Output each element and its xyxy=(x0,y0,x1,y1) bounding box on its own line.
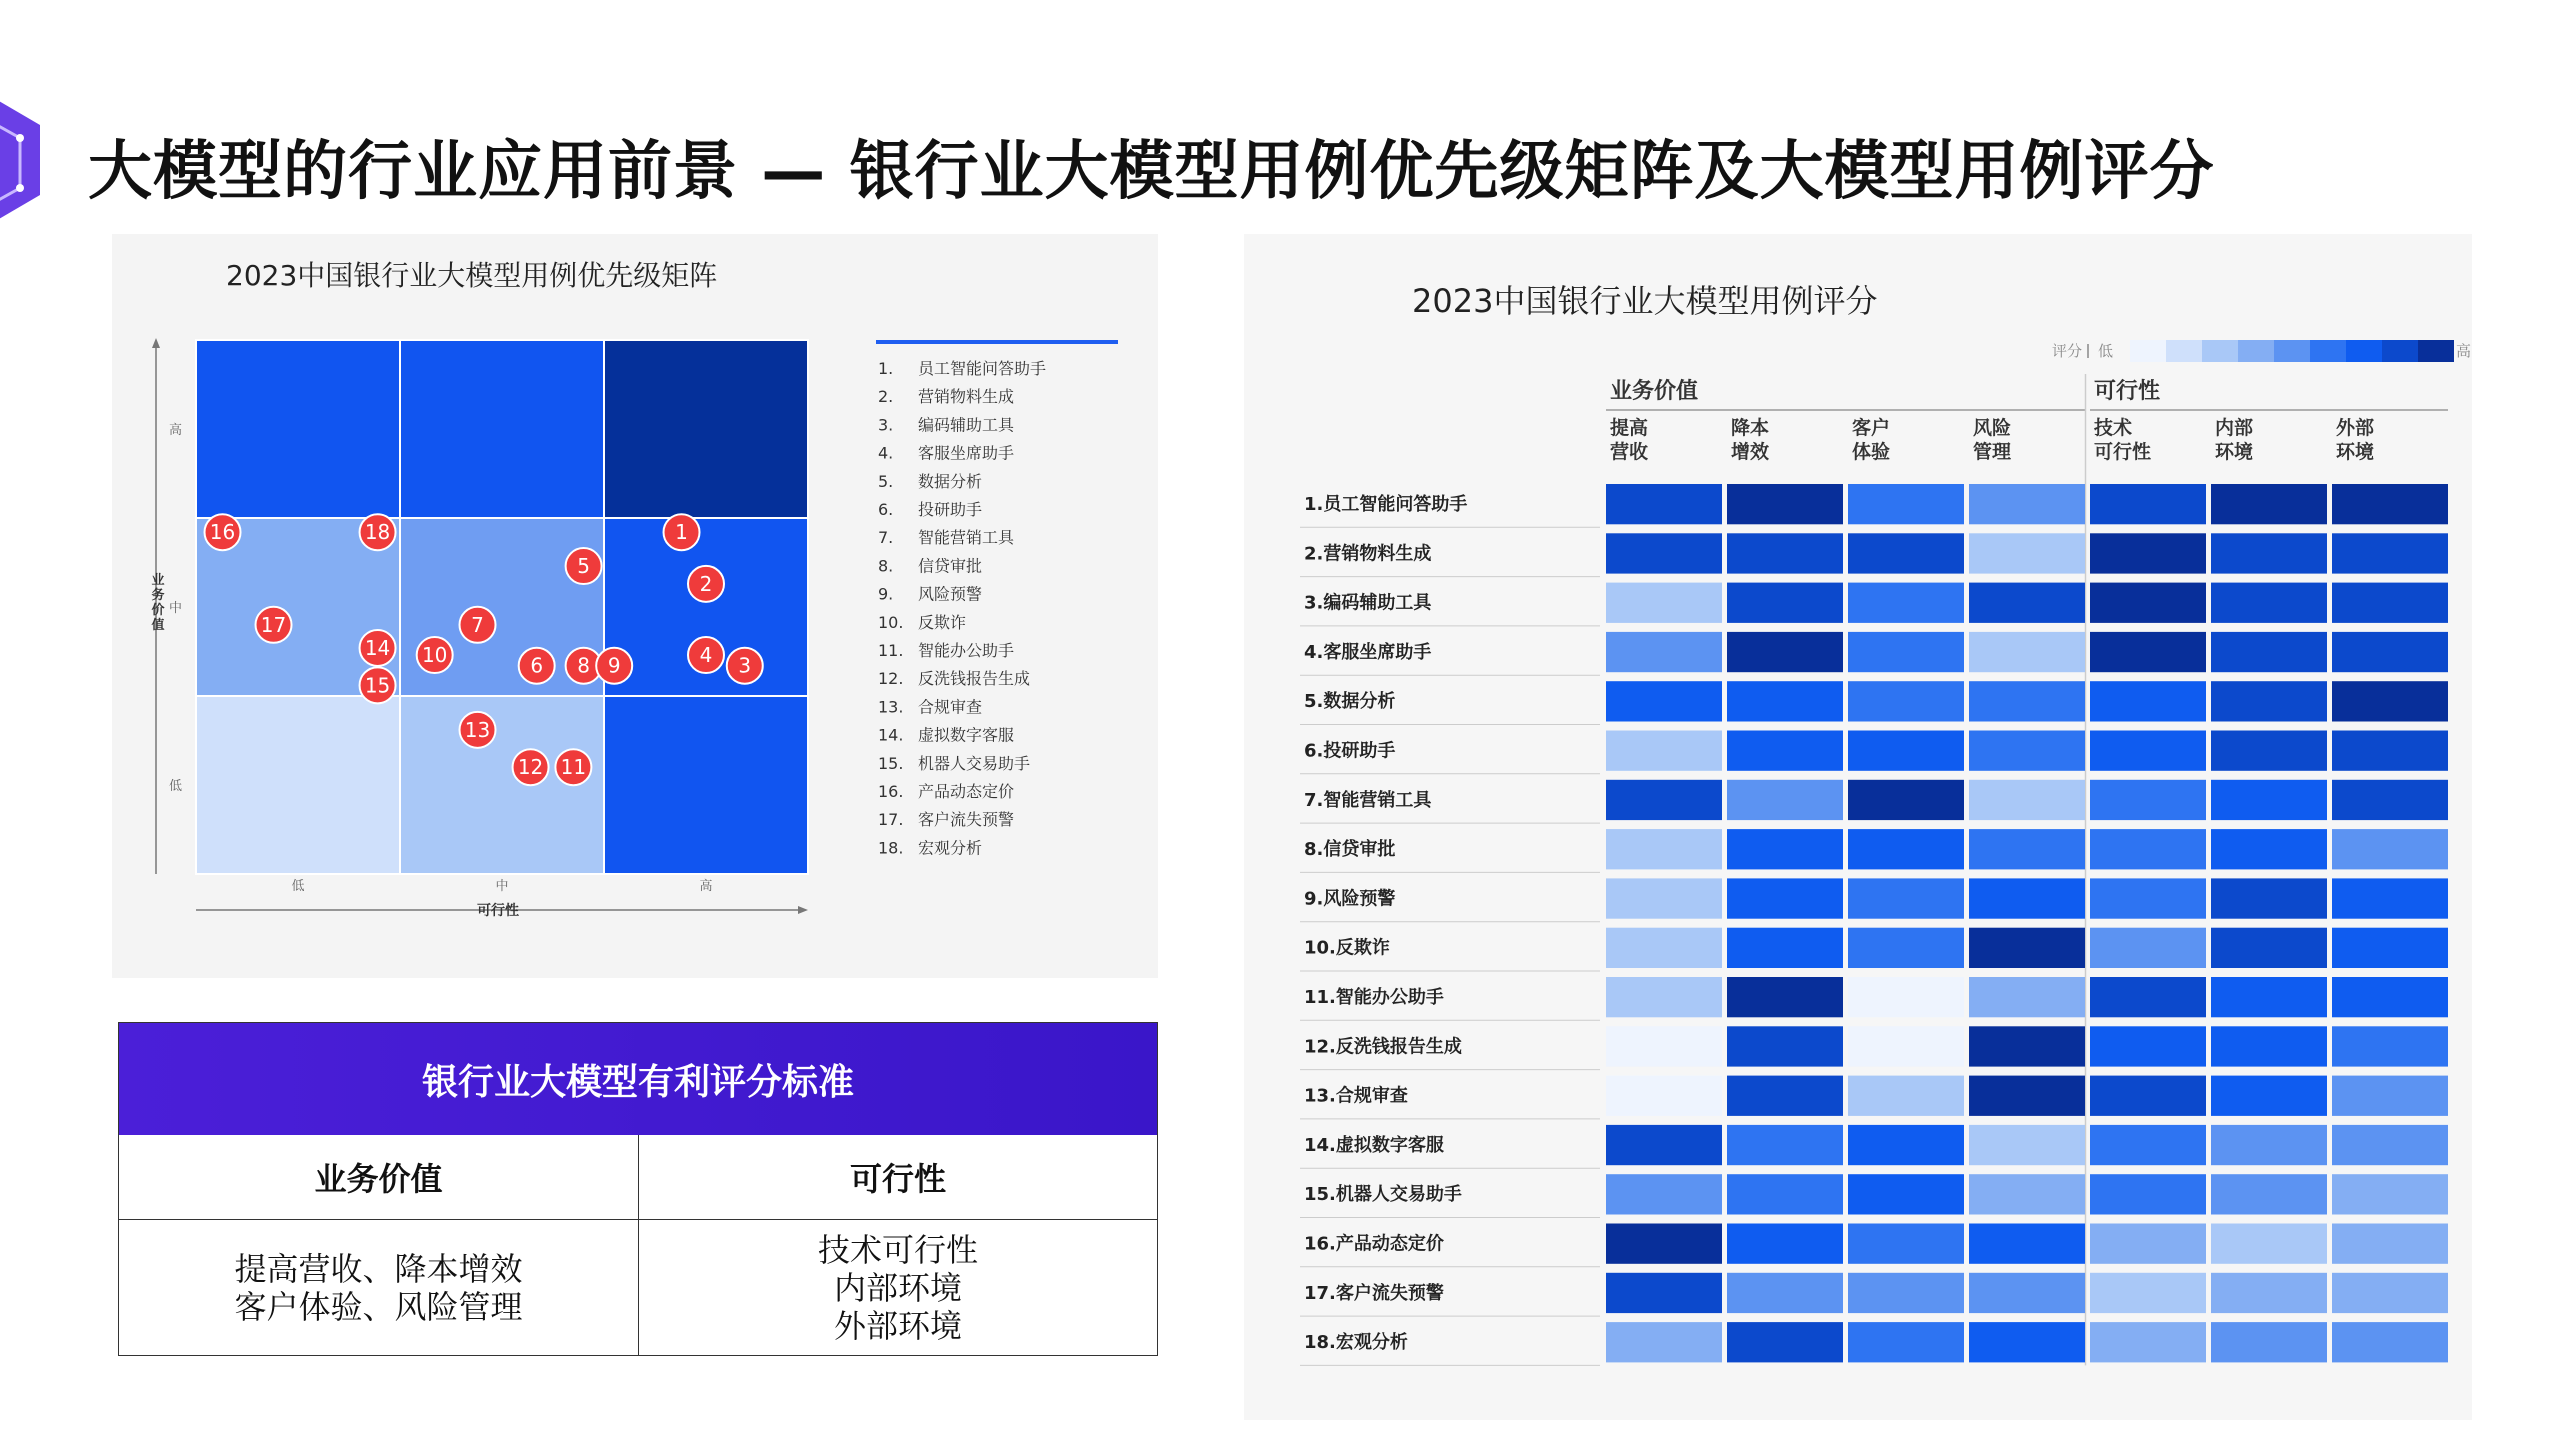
heatmap-cell xyxy=(1969,1076,2085,1116)
heatmap-cell xyxy=(2332,681,2448,721)
row-label: 4.客服坐席助手 xyxy=(1304,641,1432,663)
business-value-column xyxy=(119,1135,639,1355)
heatmap-cell xyxy=(1606,780,1722,820)
legend-entry: 员工智能问答助手 xyxy=(918,359,1047,378)
heatmap-cell xyxy=(2211,731,2327,771)
feasibility-column xyxy=(639,1135,1157,1355)
criteria-line: 内部环境 xyxy=(833,1269,962,1307)
scale-low-label: 低 xyxy=(2098,342,2114,360)
matrix-cell xyxy=(604,340,808,518)
legend-entry: 反欺诈 xyxy=(918,612,967,632)
heatmap-cell xyxy=(2332,1174,2448,1214)
heatmap-cell xyxy=(2211,484,2327,524)
heatmap-cell xyxy=(2211,632,2327,672)
heatmap-cell xyxy=(1848,928,1964,968)
legend-number: 12. xyxy=(878,669,904,689)
column-header: 内部 xyxy=(2215,417,2254,439)
heatmap-cell xyxy=(1848,878,1964,918)
use-case-point-label: 1 xyxy=(675,520,688,545)
heatmap-cell xyxy=(2090,878,2206,918)
scale-swatch xyxy=(2166,340,2202,362)
heatmap-cell xyxy=(1969,681,2085,721)
legend-number: 15. xyxy=(878,753,904,773)
column-group-label: 可行性 xyxy=(2094,379,2161,404)
heatmap-cell xyxy=(1727,632,1843,672)
heatmap-cell xyxy=(2211,1224,2327,1264)
heatmap-cell xyxy=(1606,681,1722,721)
heatmap-cell xyxy=(2332,1273,2448,1313)
row-label: 3.编码辅助工具 xyxy=(1304,592,1432,614)
heatmap-cell xyxy=(2090,1026,2206,1066)
priority-matrix-chart xyxy=(112,234,1158,978)
heatmap-cell xyxy=(2090,731,2206,771)
heatmap-cell xyxy=(1606,632,1722,672)
heatmap-cell xyxy=(1969,780,2085,820)
x-tick-label: 高 xyxy=(699,879,713,894)
heatmap-cell xyxy=(1969,1224,2085,1264)
column-header: 环境 xyxy=(2336,441,2375,463)
heatmap-cell xyxy=(2211,1174,2327,1214)
use-case-point-label: 5 xyxy=(577,554,590,579)
heatmap-cell xyxy=(2332,780,2448,820)
heatmap-cell xyxy=(1969,484,2085,524)
legend-number: 2. xyxy=(878,387,894,407)
legend-entry: 智能办公助手 xyxy=(918,641,1015,660)
heatmap-cell xyxy=(2332,632,2448,672)
legend-entry: 宏观分析 xyxy=(918,838,983,858)
hexagon-badge-icon xyxy=(0,70,70,230)
legend-number: 13. xyxy=(878,697,904,717)
scale-swatch xyxy=(2202,340,2238,362)
y-axis-arrow xyxy=(152,338,160,348)
y-tick-label: 高 xyxy=(168,423,182,438)
heatmap-title: 2023中国银行业大模型用例评分 xyxy=(1412,282,1878,320)
heatmap-cell xyxy=(2090,681,2206,721)
legend-entry: 虚拟数字客服 xyxy=(918,725,1015,745)
heatmap-cell xyxy=(2211,681,2327,721)
legend-number: 7. xyxy=(878,528,894,548)
row-label: 11.智能办公助手 xyxy=(1304,987,1444,1008)
heatmap-cell xyxy=(1727,878,1843,918)
business-value-criteria xyxy=(119,1220,638,1356)
heatmap-cell xyxy=(2211,1125,2327,1165)
matrix-title: 2023中国银行业大模型用例优先级矩阵 xyxy=(226,259,718,292)
heatmap-cell xyxy=(1969,1273,2085,1313)
heatmap-cell xyxy=(1606,1125,1722,1165)
business-value-header: 业务价值 xyxy=(119,1135,638,1220)
row-label: 13.合规审查 xyxy=(1304,1085,1408,1107)
legend-number: 5. xyxy=(878,471,894,491)
heatmap-cell xyxy=(1727,484,1843,524)
heatmap-cell xyxy=(2332,1076,2448,1116)
heatmap-cell xyxy=(1606,1273,1722,1313)
heatmap-cell xyxy=(1727,1273,1843,1313)
y-axis-label: 业务价值 xyxy=(151,573,165,633)
heatmap-cell xyxy=(2332,1224,2448,1264)
scale-swatch xyxy=(2346,340,2382,362)
scale-swatch xyxy=(2382,340,2418,362)
row-label: 8.信贷审批 xyxy=(1304,839,1396,861)
heatmap-cell xyxy=(2332,928,2448,968)
matrix-cell xyxy=(400,340,604,518)
heatmap-cell xyxy=(2090,533,2206,573)
feasibility-header: 可行性 xyxy=(639,1135,1157,1220)
scale-swatch xyxy=(2418,340,2454,362)
heatmap-cell xyxy=(1606,1174,1722,1214)
row-label: 6.投研助手 xyxy=(1304,740,1396,762)
column-header: 体验 xyxy=(1852,441,1891,463)
column-header: 可行性 xyxy=(2094,441,2152,463)
heatmap-cell xyxy=(1969,928,2085,968)
heatmap-cell xyxy=(2211,1322,2327,1362)
heatmap-cell xyxy=(2332,1026,2448,1066)
scale-label: 评分 xyxy=(2052,342,2083,360)
heatmap-cell xyxy=(1848,1026,1964,1066)
heatmap-cell xyxy=(2211,583,2327,623)
heatmap-cell xyxy=(1848,484,1964,524)
heatmap-cell xyxy=(2090,1273,2206,1313)
heatmap-cell xyxy=(2211,533,2327,573)
use-case-point-label: 13 xyxy=(464,717,491,742)
use-case-point-label: 16 xyxy=(209,520,236,545)
use-case-point-label: 9 xyxy=(607,653,621,678)
legend-entry: 营销物料生成 xyxy=(918,387,1015,407)
heatmap-cell xyxy=(2332,1125,2448,1165)
legend-entry: 机器人交易助手 xyxy=(918,753,1031,773)
heatmap-cell xyxy=(2332,1322,2448,1362)
heatmap-cell xyxy=(2332,731,2448,771)
legend-entry: 客服坐席助手 xyxy=(918,443,1015,463)
heatmap-cell xyxy=(2332,533,2448,573)
legend-entry: 编码辅助工具 xyxy=(918,415,1015,435)
heatmap-cell xyxy=(1848,1125,1964,1165)
heatmap-cell xyxy=(1606,928,1722,968)
use-case-point-label: 11 xyxy=(560,755,587,780)
feasibility-criteria xyxy=(639,1220,1157,1356)
legend-entry: 合规审查 xyxy=(918,697,983,717)
heatmap-cell xyxy=(1606,1322,1722,1362)
heatmap-cell xyxy=(1606,878,1722,918)
scale-swatch xyxy=(2310,340,2346,362)
y-tick-label: 低 xyxy=(168,779,182,794)
heatmap-cell xyxy=(1848,731,1964,771)
legend-number: 14. xyxy=(878,725,904,745)
row-label: 5.数据分析 xyxy=(1304,691,1396,713)
use-case-point-label: 7 xyxy=(471,612,484,637)
row-label: 12.反洗钱报告生成 xyxy=(1304,1036,1462,1058)
heatmap-cell xyxy=(1969,977,2085,1017)
heatmap-cell xyxy=(1727,681,1843,721)
heatmap-cell xyxy=(1606,829,1722,869)
slide-title: 大模型的行业应用前景 — 银行业大模型用例优先级矩阵及大模型用例评分 xyxy=(88,135,2215,209)
heatmap-cell xyxy=(2090,1076,2206,1116)
legend-entry: 数据分析 xyxy=(918,471,983,491)
heatmap-cell xyxy=(1969,1174,2085,1214)
heatmap-cell xyxy=(1848,533,1964,573)
legend-number: 4. xyxy=(878,443,894,463)
use-case-point-label: 2 xyxy=(699,571,713,596)
heatmap-cell xyxy=(2211,928,2327,968)
heatmap-cell xyxy=(2090,928,2206,968)
heatmap-cell xyxy=(1848,632,1964,672)
column-header: 管理 xyxy=(1973,441,2012,463)
priority-matrix-panel xyxy=(112,234,1158,978)
row-label: 18.宏观分析 xyxy=(1304,1332,1408,1354)
standards-title: 银行业大模型有利评分标准 xyxy=(119,1023,1157,1135)
row-label: 16.产品动态定价 xyxy=(1304,1233,1444,1255)
legend-entry: 反洗钱报告生成 xyxy=(918,669,1031,689)
use-case-point-label: 10 xyxy=(421,643,448,668)
heatmap-cell xyxy=(1848,1322,1964,1362)
heatmap-cell xyxy=(2211,1076,2327,1116)
column-header: 环境 xyxy=(2215,441,2254,463)
legend-entry: 客户流失预警 xyxy=(918,810,1015,830)
heatmap-cell xyxy=(2211,829,2327,869)
row-label: 17.客户流失预警 xyxy=(1304,1282,1444,1304)
criteria-line: 外部环境 xyxy=(833,1307,962,1345)
heatmap-cell xyxy=(1969,533,2085,573)
heatmap-cell xyxy=(2090,1174,2206,1214)
heatmap-cell xyxy=(2090,829,2206,869)
column-header: 外部 xyxy=(2336,417,2375,439)
scoring-standards-table xyxy=(118,1022,1158,1356)
heatmap-cell xyxy=(1848,780,1964,820)
heatmap-cell xyxy=(1969,829,2085,869)
use-case-point-label: 14 xyxy=(364,635,391,660)
heatmap-cell xyxy=(1848,681,1964,721)
criteria-line: 提高营收、降本增效 xyxy=(234,1250,523,1288)
heatmap-cell xyxy=(2090,780,2206,820)
column-header: 提高 xyxy=(1610,417,1649,439)
heatmap-cell xyxy=(1606,731,1722,771)
criteria-line: 客户体验、风险管理 xyxy=(234,1288,523,1326)
heatmap-cell xyxy=(1969,1026,2085,1066)
heatmap-cell xyxy=(1606,484,1722,524)
heatmap-cell xyxy=(1606,1224,1722,1264)
heatmap-cell xyxy=(1727,583,1843,623)
heatmap-cell xyxy=(2332,878,2448,918)
usecase-score-heatmap xyxy=(1244,234,2472,1420)
x-axis-arrow xyxy=(798,906,808,914)
heatmap-cell xyxy=(2332,829,2448,869)
heatmap-cell xyxy=(2090,1224,2206,1264)
heatmap-cell xyxy=(1727,731,1843,771)
row-label: 15.机器人交易助手 xyxy=(1304,1184,1462,1206)
legend-number: 11. xyxy=(878,641,904,660)
heatmap-cell xyxy=(1606,1026,1722,1066)
scale-swatch xyxy=(2274,340,2310,362)
use-case-point-label: 15 xyxy=(364,673,391,698)
legend-number: 6. xyxy=(878,500,894,519)
heatmap-cell xyxy=(2090,977,2206,1017)
y-tick-label: 中 xyxy=(168,601,182,616)
scale-swatch xyxy=(2238,340,2274,362)
heatmap-cell xyxy=(1848,583,1964,623)
heatmap-cell xyxy=(2332,977,2448,1017)
legend-entry: 智能营销工具 xyxy=(918,528,1015,548)
heatmap-cell xyxy=(2211,780,2327,820)
heatmap-cell xyxy=(1727,780,1843,820)
use-case-point-label: 12 xyxy=(517,755,544,780)
legend-entry: 风险预警 xyxy=(918,584,983,604)
use-case-point-label: 18 xyxy=(364,520,391,545)
scale-high-label: 高 xyxy=(2456,342,2472,360)
use-case-point-label: 3 xyxy=(738,653,752,678)
criteria-line: 技术可行性 xyxy=(817,1231,978,1269)
heatmap-cell xyxy=(1727,1026,1843,1066)
heatmap-cell xyxy=(1969,731,2085,771)
heatmap-cell xyxy=(1727,533,1843,573)
heatmap-cell xyxy=(1606,1076,1722,1116)
row-label: 1.员工智能问答助手 xyxy=(1304,494,1468,515)
heatmap-cell xyxy=(1606,977,1722,1017)
legend-entry: 产品动态定价 xyxy=(918,782,1015,801)
heatmap-cell xyxy=(2211,878,2327,918)
heatmap-cell xyxy=(2090,1125,2206,1165)
row-label: 7.智能营销工具 xyxy=(1304,789,1432,811)
heatmap-cell xyxy=(1727,977,1843,1017)
legend-entry: 投研助手 xyxy=(918,500,983,519)
use-case-point-label: 4 xyxy=(699,643,713,668)
heatmap-cell xyxy=(2090,1322,2206,1362)
heatmap-cell xyxy=(1848,1273,1964,1313)
x-tick-label: 中 xyxy=(495,879,509,894)
matrix-cell xyxy=(604,696,808,874)
usecase-score-panel xyxy=(1244,234,2472,1420)
legend-number: 16. xyxy=(878,782,904,801)
heatmap-cell xyxy=(1727,1076,1843,1116)
heatmap-cell xyxy=(1727,928,1843,968)
use-case-point-label: 17 xyxy=(260,612,287,637)
column-header: 增效 xyxy=(1731,441,1770,463)
heatmap-cell xyxy=(2090,484,2206,524)
column-header: 营收 xyxy=(1610,441,1649,463)
heatmap-cell xyxy=(1848,1076,1964,1116)
legend-number: 8. xyxy=(878,556,894,576)
use-case-point-label: 8 xyxy=(577,653,590,678)
column-group-label: 业务价值 xyxy=(1610,379,1699,404)
legend-number: 10. xyxy=(878,612,904,632)
heatmap-cell xyxy=(1727,1174,1843,1214)
heatmap-cell xyxy=(1606,583,1722,623)
heatmap-cell xyxy=(1727,1322,1843,1362)
legend-entry: 信贷审批 xyxy=(918,556,983,576)
heatmap-cell xyxy=(2211,1273,2327,1313)
heatmap-cell xyxy=(2332,484,2448,524)
x-axis-label: 可行性 xyxy=(477,903,519,919)
column-header: 降本 xyxy=(1731,417,1770,439)
heatmap-cell xyxy=(1969,1125,2085,1165)
matrix-cell xyxy=(196,696,400,874)
heatmap-cell xyxy=(1848,829,1964,869)
legend-number: 1. xyxy=(878,359,894,378)
heatmap-cell xyxy=(1848,1224,1964,1264)
heatmap-cell xyxy=(1727,1224,1843,1264)
legend-number: 3. xyxy=(878,415,894,435)
heatmap-cell xyxy=(1969,583,2085,623)
heatmap-cell xyxy=(1727,1125,1843,1165)
row-label: 10.反欺诈 xyxy=(1304,937,1390,959)
heatmap-cell xyxy=(2211,977,2327,1017)
heatmap-cell xyxy=(1969,632,2085,672)
heatmap-cell xyxy=(2090,632,2206,672)
matrix-cell xyxy=(196,340,400,518)
heatmap-cell xyxy=(1727,829,1843,869)
heatmap-cell xyxy=(1606,533,1722,573)
row-label: 14.虚拟数字客服 xyxy=(1304,1134,1444,1156)
x-tick-label: 低 xyxy=(291,879,305,894)
legend-number: 17. xyxy=(878,810,904,830)
column-header: 风险 xyxy=(1973,417,2012,439)
heatmap-cell xyxy=(1969,878,2085,918)
column-header: 客户 xyxy=(1852,417,1891,439)
legend-number: 9. xyxy=(878,584,894,604)
use-case-point-label: 6 xyxy=(530,653,544,678)
column-header: 技术 xyxy=(2094,417,2133,439)
legend-number: 18. xyxy=(878,838,904,858)
row-label: 9.风险预警 xyxy=(1304,888,1396,910)
row-label: 2.营销物料生成 xyxy=(1304,543,1432,565)
heatmap-cell xyxy=(2090,583,2206,623)
heatmap-cell xyxy=(1848,977,1964,1017)
scale-swatch xyxy=(2130,340,2166,362)
heatmap-cell xyxy=(1848,1174,1964,1214)
heatmap-cell xyxy=(2211,1026,2327,1066)
heatmap-cell xyxy=(1969,1322,2085,1362)
heatmap-cell xyxy=(2332,583,2448,623)
